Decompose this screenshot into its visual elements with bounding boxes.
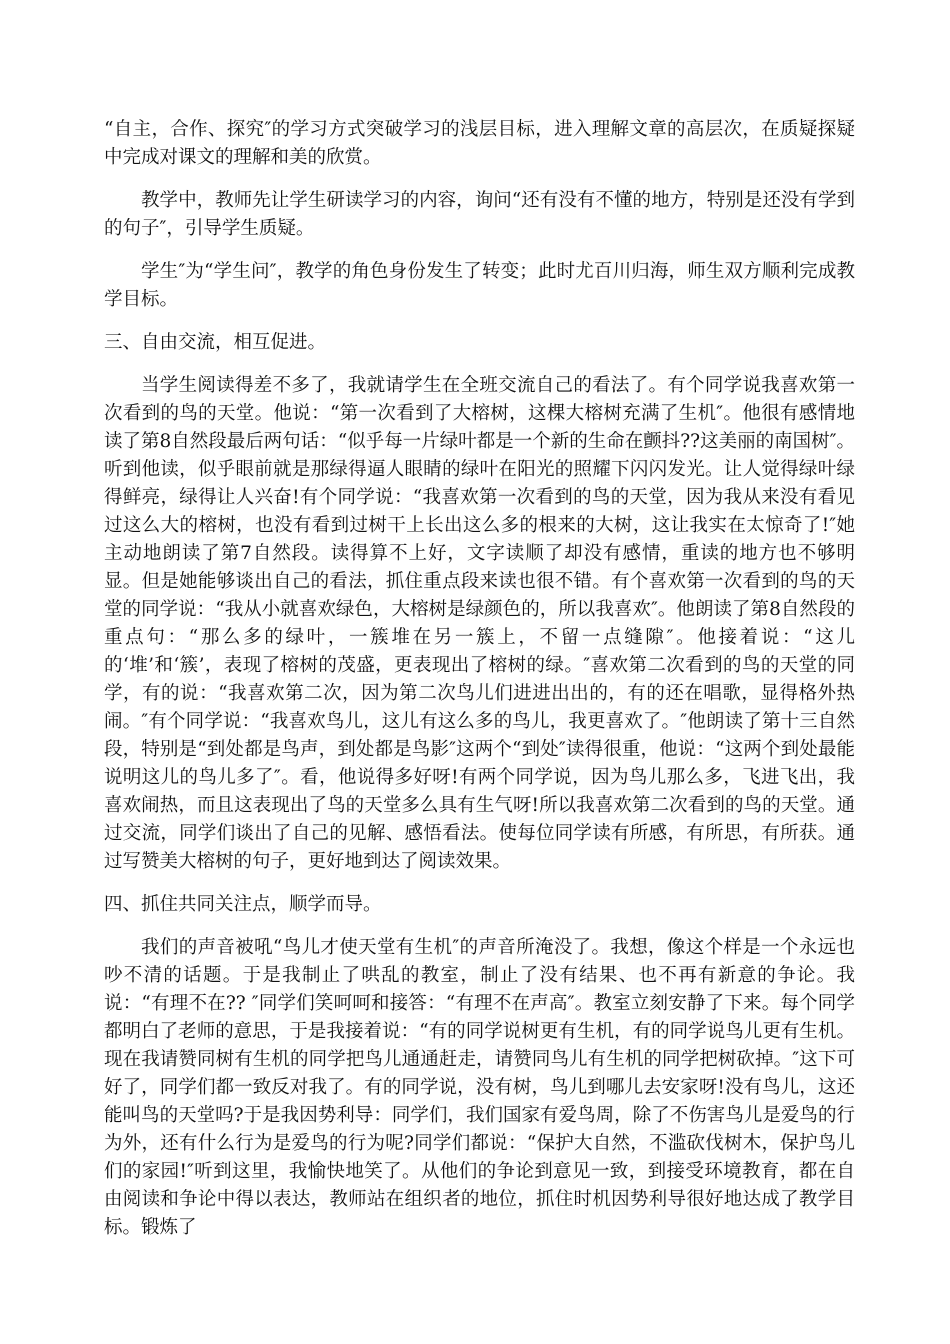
section-heading-4: 四、抓住共同关注点，顺学而导。 — [104, 894, 382, 915]
paragraph-role-change: 学生″为“学生问″，教学的角色身份发生了转变；此时尤百川归海，师生双方顺利完成教学目标。 — [104, 261, 855, 310]
paragraph-teaching: 教学中，教师先让学生研读学习的内容，询问“还有没有不懂的地方，特别是还没有学到的句子″，引导学生质疑。 — [104, 190, 855, 239]
paragraph-guidance: 我们的声音被吼“鸟儿才使天堂有生机″的声音所淹没了。我想，像这个样是一个永远也吵不清的话题。于是我制止了哄乱的教室，制止了没有结果、也不再有新意的争论。我说：“有理不在?? ″同学们笑呵呵和接答：“有理不在声高″。教室立刻安静了下来。每个同学都明白了老师的意思，于是我接着说：“有的同学说树更有生机，有的同学说鸟儿更有生机。现在我请赞同树有生机的同学把鸟儿通通赶走，请赞同鸟儿有生机的同学把树砍掉。″这下可好了，同学们都一致反对我了。有的同学说，没有树，鸟儿到哪儿去安家呀!没有鸟儿，这还能叫鸟的天堂吗?于是我因势利导：同学们，我们国家有爱鸟周，除了不伤害鸟儿是爱鸟的行为外，还有什么行为是爱鸟的行为呢?同学们都说：“保护大自然，不滥砍伐树木，保护鸟儿们的家园!″听到这里，我愉快地笑了。从他们的争论到意见一致，到接受环境教育，都在自由阅读和争论中得以表达，教师站在组织者的地位，抓住时机因势利导很好地达成了教学目标。锻炼了 — [104, 937, 855, 1238]
section-heading-3: 三、自由交流，相互促进。 — [104, 332, 327, 353]
paragraph-intro: “自主，合作、探究″的学习方式突破学习的浅层目标，进入理解文章的高层次，在质疑探疑中完成对课文的理解和美的欣赏。 — [104, 119, 855, 168]
paragraph-discussion: 当学生阅读得差不多了，我就请学生在全班交流自己的看法了。有个同学说我喜欢第一次看到的鸟的天堂。他说：“第一次看到了大榕树，这棵大榕树充满了生机″。他很有感情地读了第8自然段最后两句话：“似乎每一片绿叶都是一个新的生命在颤抖??这美丽的南国树″。听到他读，似乎眼前就是那绿得逼人眼睛的绿叶在阳光的照耀下闪闪发光。让人觉得绿叶绿得鲜亮，绿得让人兴奋!有个同学说：“我喜欢第一次看到的鸟的天堂，因为我从来没有看见过这么大的榕树，也没有看到过树干上长出这么多的根来的大树，这让我实在太惊奇了!″她主动地朗读了第7自然段。读得算不上好，文字读顺了却没有感情，重读的地方也不够明显。但是她能够谈出自己的看法，抓住重点段来读也很不错。有个喜欢第一次看到的鸟的天堂的同学说：“我从小就喜欢绿色，大榕树是绿颜色的，所以我喜欢″。他朗读了第8自然段的重点句：“那么多的绿叶，一簇堆在另一簇上，不留一点缝隙″。他接着说：“这儿的‘堆’和‘簇’，表现了榕树的茂盛，更表现出了榕树的绿。″喜欢第二次看到的鸟的天堂的同学，有的说：“我喜欢第二次，因为第二次鸟儿们进进出出的，有的还在唱歌，显得格外热闹。″有个同学说：“我喜欢鸟儿，这儿有这么多的鸟儿，我更喜欢了。″他朗读了第十三自然段，特别是“到处都是鸟声，到处都是鸟影″这两个“到处″读得很重，他说：“这两个到处最能说明这儿的鸟儿多了″。看，他说得多好呀!有两个同学说，因为鸟儿那么多，飞进飞出，我喜欢闹热，而且这表现出了鸟的天堂多么具有生气呀!所以我喜欢第二次看到的鸟的天堂。通过交流，同学们谈出了自己的见解、感悟看法。使每位同学读有所感，有所思，有所获。通过写赞美大榕树的句子，更好地到达了阅读效果。 — [104, 375, 855, 872]
